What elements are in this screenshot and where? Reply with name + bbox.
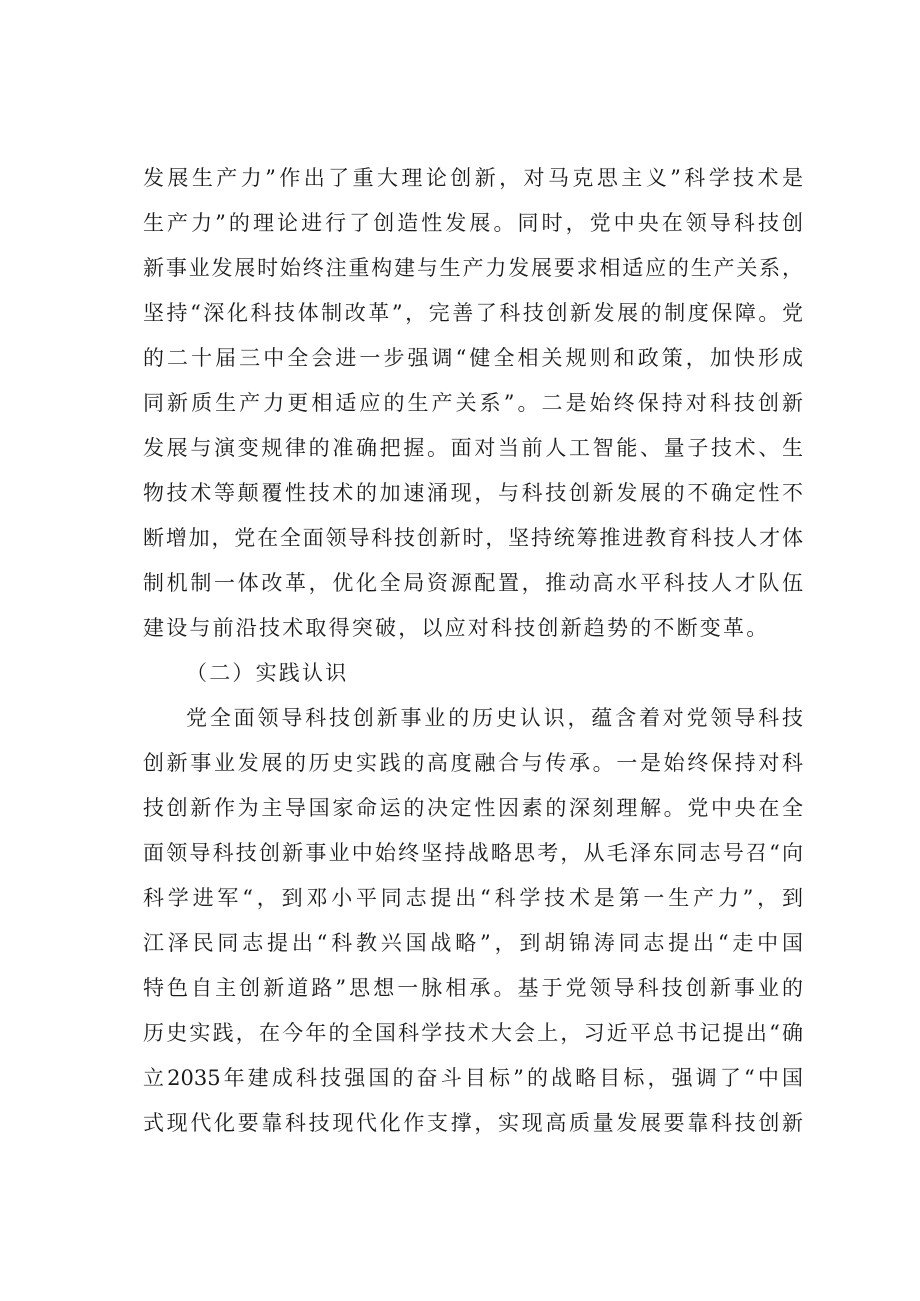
paragraph1-line-9: 断增加，党在全面领导科技创新时，坚持统筹推进教育科技人才体 <box>143 526 803 550</box>
paragraph1-line-10: 制机制一体改革，优化全局资源配置，推动高水平科技人才队伍 <box>143 571 803 595</box>
paragraph1-line-1: 发展生产力”作出了重大理论创新，对马克思主义”科学技术是 <box>143 166 803 190</box>
paragraph2-line-9: 立2035年建成科技强国的奋斗目标”的战略目标，强调了“中国 <box>143 1066 803 1090</box>
paragraph2-line-5: 科学进军“，到邓小平同志提出“科学技术是第一生产力”，到 <box>143 886 803 910</box>
paragraph1-line-11: 建设与前沿技术取得突破，以应对科技创新趋势的不断变革。 <box>143 616 770 640</box>
paragraph1-line-4: 坚持“深化科技体制改革”，完善了科技创新发展的制度保障。党 <box>143 301 803 325</box>
paragraph2-line-6: 江泽民同志提出“科教兴国战略”，到胡锦涛同志提出“走中国 <box>143 931 803 955</box>
section-heading: （二）实践认识 <box>186 661 349 685</box>
paragraph2-line-7: 特色自主创新道路”思想一脉相承。基于党领导科技创新事业的 <box>143 976 803 1000</box>
paragraph1-line-6: 同新质生产力更相适应的生产关系”。二是始终保持对科技创新 <box>143 391 803 415</box>
paragraph1-line-8: 物技术等颠覆性技术的加速涌现，与科技创新发展的不确定性不 <box>143 481 803 505</box>
paragraph1-line-2: 生产力”的理论进行了创造性发展。同时，党中央在领导科技创 <box>143 211 803 235</box>
paragraph1-line-3: 新事业发展时始终注重构建与生产力发展要求相适应的生产关系， <box>143 256 803 280</box>
paragraph2-line-2: 创新事业发展的历史实践的高度融合与传承。一是始终保持对科 <box>143 751 803 775</box>
paragraph2-line-1: 党全面领导科技创新事业的历史认识，蕴含着对党领导科技 <box>186 706 803 730</box>
paragraph2-line-4: 面领导科技创新事业中始终坚持战略思考，从毛泽东同志号召“向 <box>143 841 803 865</box>
paragraph2-line-3: 技创新作为主导国家命运的决定性因素的深刻理解。党中央在全 <box>143 796 803 820</box>
paragraph2-line-10: 式现代化要靠科技现代化作支撑，实现高质量发展要靠科技创新 <box>143 1111 803 1135</box>
paragraph2-line-8: 历史实践，在今年的全国科学技术大会上，习近平总书记提出“确 <box>143 1021 803 1045</box>
paragraph1-line-5: 的二十届三中全会进一步强调“健全相关规则和政策，加快形成 <box>143 346 803 370</box>
paragraph1-line-7: 发展与演变规律的准确把握。面对当前人工智能、量子技术、生 <box>143 436 803 460</box>
